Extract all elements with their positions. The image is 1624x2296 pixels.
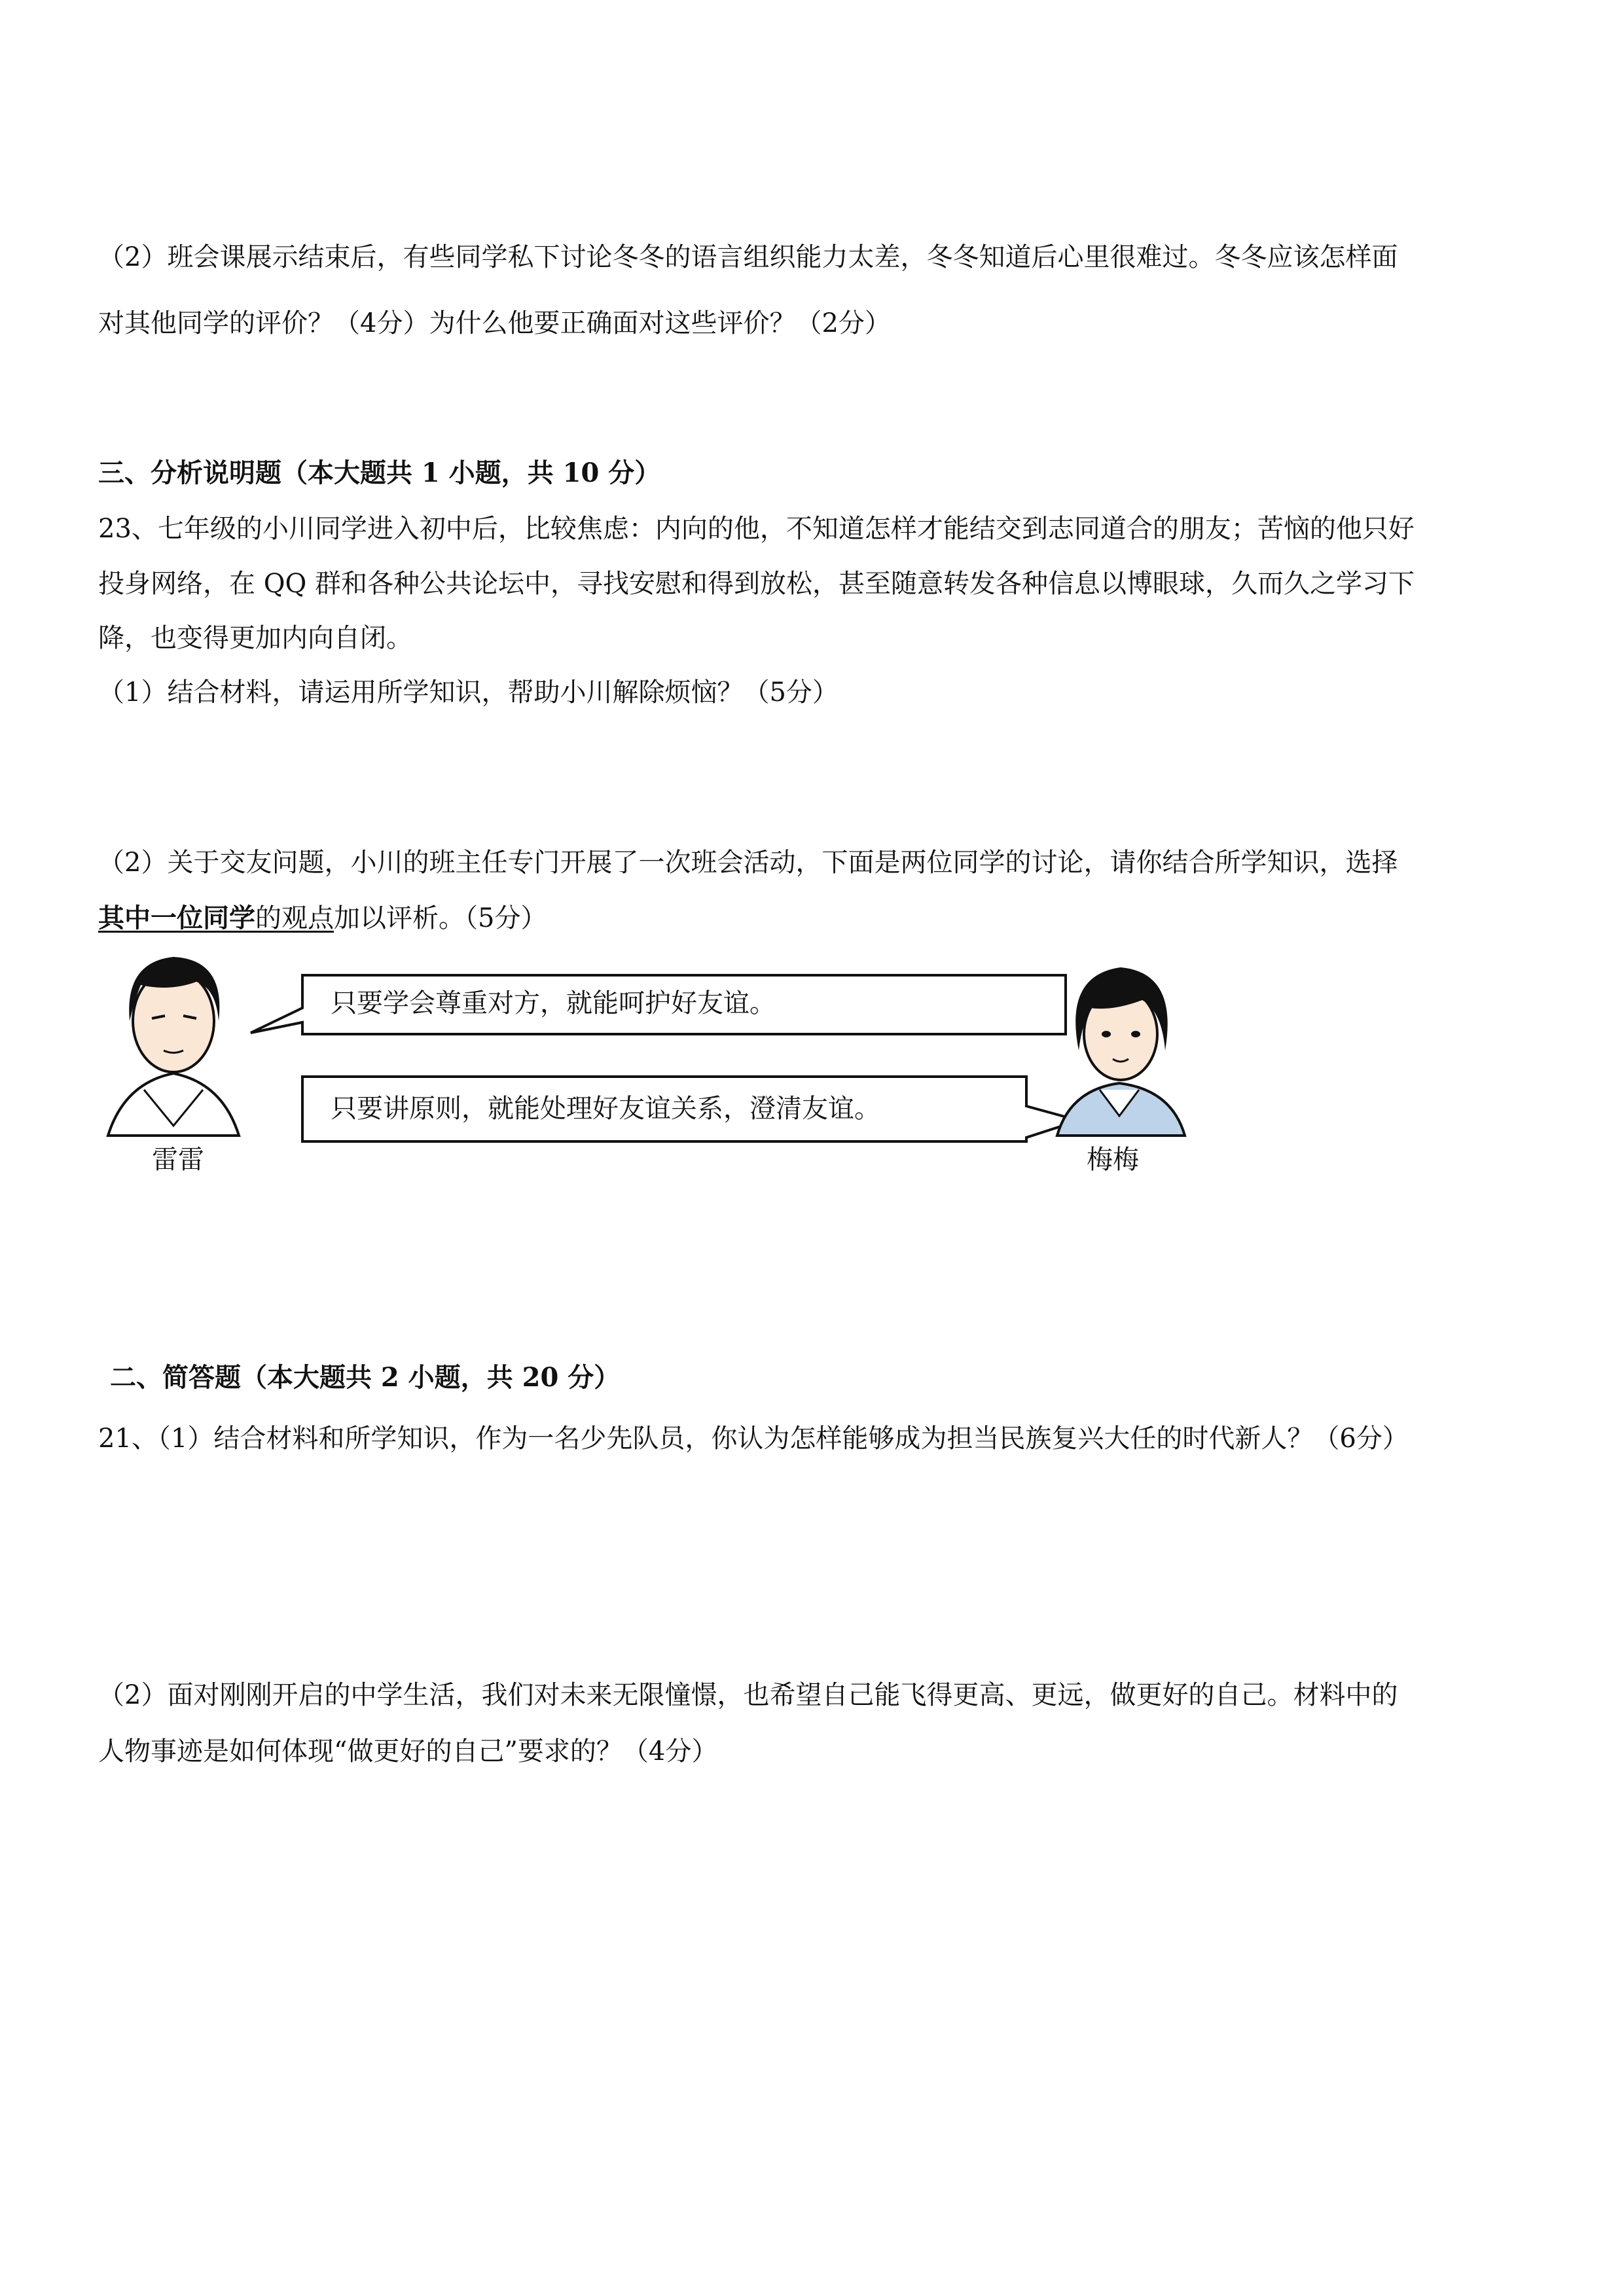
q23-2-underlined-bold: 其中一位同学 — [98, 903, 255, 933]
q21-1: 21、（1）结合材料和所学知识，作为一名少先队员，你认为怎样能够成为担当民族复兴大任的时代新人？（6分） — [98, 1424, 1409, 1454]
q23-line1: 23、七年级的小川同学进入初中后，比较焦虑：内向的他，不知道怎样才能结交到志同道合的朋友；苦恼的他只好 — [98, 514, 1415, 544]
q23-2-underlined: 的观点 — [255, 903, 334, 933]
speech-bubble-2-text: 只要讲原则，就能处理好友谊关系，澄清友谊。 — [331, 1094, 880, 1124]
q22-2-line1: （2）班会课展示结束后，有些同学私下讨论冬冬的语言组织能力太差，冬冬知道后心里很难过。冬冬应该怎样面 — [98, 242, 1398, 272]
speech-bubble-1-text: 只要学会尊重对方，就能呵护好友谊。 — [331, 988, 776, 1018]
q23-1: （1）结合材料，请运用所学知识，帮助小川解除烦恼？（5分） — [98, 677, 839, 708]
name-leilei: 雷雷 — [152, 1145, 204, 1175]
q21-2-line2: 人物事迹是如何体现“做更好的自己”要求的？（4分） — [98, 1736, 718, 1767]
q21-2-line1: （2）面对刚刚开启的中学生活，我们对未来无限憧憬，也希望自己能飞得更高、更远，做更好的自己。材料中的 — [98, 1680, 1398, 1710]
meimei-figure — [1057, 967, 1185, 1136]
leilei-figure — [108, 957, 239, 1136]
q22-2-line2: 对其他同学的评价？（4分）为什么他要正确面对这些评价？（2分） — [98, 308, 891, 338]
section3-heading: 三、分析说明题（本大题共 1 小题，共 10 分） — [98, 457, 661, 488]
q23-line3: 降，也变得更加内向自闭。 — [98, 623, 412, 653]
q23-2-line1: （2）关于交友问题，小川的班主任专门开展了一次班会活动，下面是两位同学的讨论，请你结合所学知识，选择 — [98, 848, 1398, 878]
q23-2-rest: 加以评析。（5分） — [334, 903, 547, 933]
name-meimei: 梅梅 — [1087, 1145, 1139, 1175]
q23-line2: 投身网络，在 QQ 群和各种公共论坛中，寻找安慰和得到放松，甚至随意转发各种信息以博眼球，久而久之学习下 — [98, 569, 1415, 599]
section2-heading: 二、简答题（本大题共 2 小题，共 20 分） — [110, 1362, 621, 1393]
